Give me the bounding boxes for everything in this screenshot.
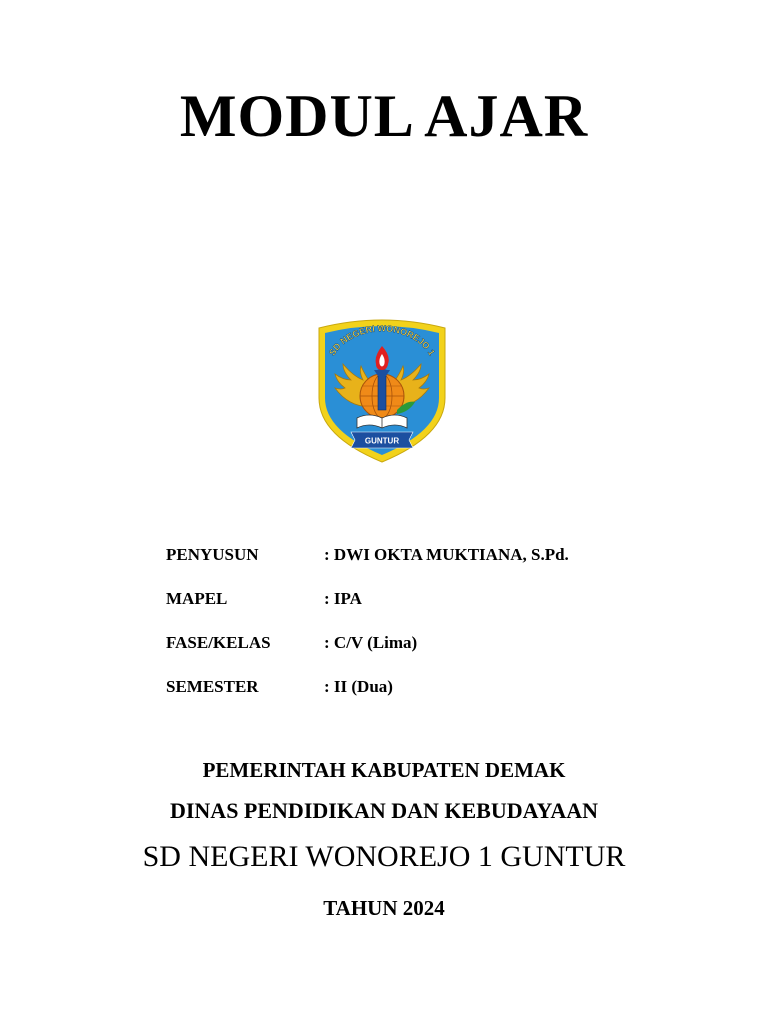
- svg-text:GUNTUR: GUNTUR: [364, 436, 400, 446]
- info-label: SEMESTER: [166, 677, 259, 696]
- document-title: MODUL AJAR: [179, 83, 589, 149]
- info-value: : IPA: [324, 589, 362, 608]
- info-block: [166, 544, 686, 720]
- footer-year: TAHUN 2024: [323, 896, 445, 920]
- info-label: PENYUSUN: [166, 545, 259, 564]
- info-label: FASE/KELAS: [166, 633, 271, 652]
- svg-text:SD NEGERI WONOREJO 1: SD NEGERI WONOREJO 1: [327, 323, 438, 358]
- info-value: : II (Dua): [324, 677, 393, 696]
- info-row-mapel: [166, 588, 686, 632]
- info-row-fase-kelas: [166, 632, 686, 676]
- school-emblem-icon: [311, 318, 453, 464]
- footer-government: PEMERINTAH KABUPATEN DEMAK: [202, 758, 566, 782]
- footer-school-name: SD NEGERI WONOREJO 1 GUNTUR: [142, 840, 626, 873]
- info-value: : C/V (Lima): [324, 633, 418, 652]
- info-label: MAPEL: [166, 589, 228, 608]
- info-value: : DWI OKTA MUKTIANA, S.Pd.: [324, 545, 569, 564]
- info-row-semester: [166, 676, 686, 720]
- footer-department: DINAS PENDIDIKAN DAN KEBUDAYAAN: [169, 798, 599, 823]
- info-row-penyusun: [166, 544, 686, 588]
